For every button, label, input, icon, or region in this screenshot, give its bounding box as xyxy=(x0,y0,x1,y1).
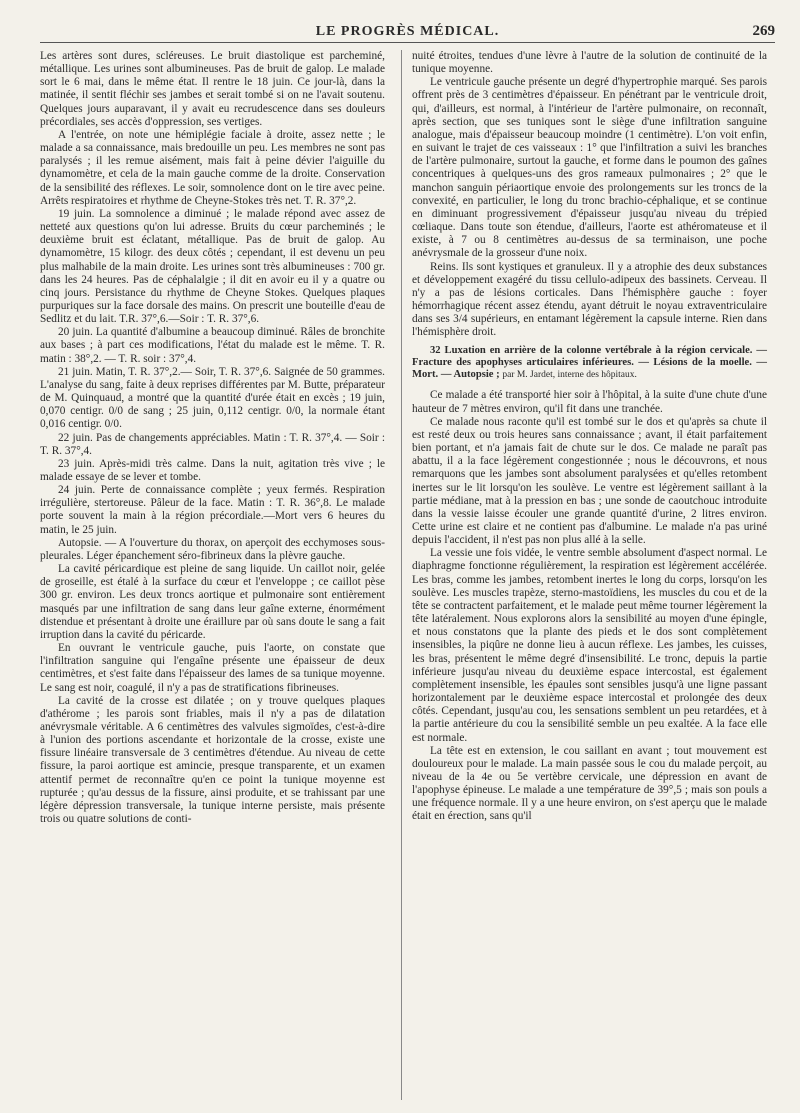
running-header xyxy=(40,18,775,43)
paragraph: 21 juin. Matin, T. R. 37°,2.— Soir, T. R. 37°,6. Saignée de 50 grammes. L'analyse du sang, faite à deux reprises différentes par M. Butte, préparateur de M. Quinquaud, a montré que la quantité d'urée était en excès ; 19 juin, 0,070 centigr. 0/0 de sang ; 25 juin, 0,112 centigr. 0/0, la normale étant 0,016 centigr. 0/0. xyxy=(40,365,385,431)
article-author: par M. Jardet, interne des hôpitaux. xyxy=(502,370,637,381)
article-number: 32 xyxy=(430,345,441,357)
paragraph: La vessie une fois vidée, le ventre semble absolument d'aspect normal. Le diaphragme fonctionne régulièrement, la respiration est légèrement accélérée. Les bras, comme les jambes, retombent inertes le long du corps, lorsqu'on les soulève. Les muscles trapèze, sterno-mastoïdiens, les muscles du cou et de la tête se contractent parfaitement, et le malade peut même tourner légèrement la tête latéralement. Nous explorons alors la sensibilité au moyen d'une épingle, et nous constatons que la plante des pieds et le dos sont complètement insensibles, la piqûre ne donne lieu à aucun réflexe. Les jambes, les cuisses, les bras, présentent le même degré d'insensibilité. Le tronc, depuis la partie inférieure jusqu'au niveau du deuxième espace intercostal, est également complètement insensible, les épaules sont sensibles jusqu'à une ligne passant horizontalement par le deuxième espace intercostal et prolongée des deux côtés. Cependant, jusqu'au cou, les sensations semblent un peu retardées, et à la partie antérieure du cou la sensibilité semble un peu exaltée. A la face elle est normale. xyxy=(412,547,767,744)
journal-title: LE PROGRÈS MÉDICAL. xyxy=(315,24,500,39)
article-heading xyxy=(412,345,767,381)
paragraph: La cavité de la crosse est dilatée ; on y trouve quelques plaques d'athérome ; les parois sont friables, mais il n'y a pas de dilatation anévrysmale véritable. A 6 centimètres des valvules sigmoïdes, c'est-à-dire à l'union des portions ascendante et horizontale de la crosse, existe une fissure linéaire transversale de 3 centimètres d'étendue. Au niveau de cette fissure, la paroi aortique est amincie, presque transparente, et un examen attentif permet de reconnaître qu'en ce point la tunique moyenne est rupturée ; qu'au dessus de la fissure, ainsi produite, et se trahissant par une légère dépression transversale, la tunique interne persiste, mais présente trois ou quatre solutions de conti- xyxy=(40,694,385,826)
paragraph: La cavité péricardique est pleine de sang liquide. Un caillot noir, gelée de groseille, est étalé à la surface du cœur et l'enveloppe ; ce caillot pèse 300 gr. environ. Les deux troncs aortique et pulmonaire sont entièrement masqués par une infiltration de sang dans leur gaîne externe, énormément distendue et présentant à droite une éraillure par où sans doute le sang a fait irruption dans la cavité du péricarde. xyxy=(40,563,385,641)
paragraph: 19 juin. La somnolence a diminué ; le malade répond avec assez de netteté aux questions qu'on lui adresse. Bruits du cœur parcheminés ; le deuxième bruit est éclatant, métallique. Pas de bruit de galop. Au dynamomètre, 15 kilogr. des deux côtés ; cependant, il est devenu un peu plus malhabile de la main droite. Les urines sont très albumineuses : 700 gr. dans les 24 heures. Pas de céphalalgie ; il dit en avoir eu il y a quatre ou cinq jours. Persistance du rhythme de Cheyne Stokes. Quelques plaques purpuriques sur la face dorsale des mains. On prescrit une bouteille d'eau de Sedlitz et du lait. T.R. 37°,6.—Soir : T. R. 37°,6. xyxy=(40,207,385,326)
paragraph: 24 juin. Perte de connaissance complète ; yeux fermés. Respiration irrégulière, stertoreuse. Pâleur de la face. Matin : T. R. 36°,8. Le malade porte souvent la main à la région précordiale.—Mort vers 6 heures du matin, le 25 juin. xyxy=(40,484,385,536)
article-title: Luxation en arrière de la colonne vertébrale à la région cervicale. — Fracture des apophyses articulaires inférieures. — Lésions de la moelle. —Mort. — Autopsie ; xyxy=(412,345,767,381)
paragraph: Les artères sont dures, scléreuses. Le bruit diastolique est parcheminé, métallique. Les urines sont albumineuses. Pas de bruit de galop. Le malade sort le 6 mai, dans le même état. Il rentre le 18 juin. Ce jour-là, dans la matinée, il sentit fléchir ses jambes et serait tombé si on ne l'avait soutenu. Quelques jours auparavant, il y avait eu recrudescence dans ses douleurs précordiales, ses accès d'oppression, ses vertiges. xyxy=(40,50,385,128)
paragraph: La tête est en extension, le cou saillant en avant ; tout mouvement est douloureux pour le malade. La main passée sous le cou du malade perçoit, au niveau de la 4e ou 5e vertèbre cervicale, une dépression en avant de l'apophyse épineuse. Le malade a une température de 39°,5 ; mais son pouls a une fréquence normale. Il y a une heure environ, on s'est aperçu que le malade était en érection, sans qu'il xyxy=(412,744,767,823)
paragraph: 22 juin. Pas de changements appréciables. Matin : T. R. 37°,4. — Soir : T. R. 37°,4. xyxy=(40,431,385,457)
paragraph: Ce malade a été transporté hier soir à l'hôpital, à la suite d'une chute d'une hauteur de 7 mètres environ, qu'il fit dans une tranchée. xyxy=(412,389,767,415)
paragraph: Ce malade nous raconte qu'il est tombé sur le dos et qu'après sa chute il est resté deux ou trois heures sans connaissance ; avant, il était parfaitement bien portant, et n'a jamais fait de chute sur le dos. Ce malade ne paraît pas abattu, il a la face légèrement congestionnée ; nous le découvrons, et nous remarquons que les jambes sont absolument paralysées et qu'elles retombent inertes sur le lit lorsqu'on les soulève. Le ventre est légèrement saillant à la partie médiane, mat à la pression en bas ; une sonde de caoutchouc introduite dans la vessie laisse écouler une grande quantité d'urine, 2 litres environ. Cette urine est claire et ne contient pas d'albumine. Le malade n'a pas uriné depuis l'accident, il n'est pas non plus allé à la selle. xyxy=(412,415,767,547)
paragraph: nuité étroites, tendues d'une lèvre à l'autre de la solution de continuité de la tunique moyenne. xyxy=(412,50,767,76)
right-column xyxy=(412,50,767,824)
paragraph: Le ventricule gauche présente un degré d'hypertrophie marqué. Ses parois offrent près de 3 centimètres d'épaisseur. En pénétrant par le ventricule droit, qui, d'ailleurs, est normal, à l'intérieur de l'artère pulmonaire, on reconnaît, après section, que ses tuniques sont le siège d'une infiltration sanguine analogue, mais d'épaisseur beaucoup moindre (1 centimètre). L'on voit enfin, en suivant le trajet de ces vaisseaux : 1° que l'infiltration a suivi les branches de l'artère pulmonaire, surtout la gauche, et forme dans le poumon des gaînes concentriques à quelques-uns des gros rameaux pulmonaires ; 2° que le manchon sanguin périaortique envoie des prolongements sur les troncs de la convexité, en particulier, le long du tronc brachio-céphalique, et se continue en diminuant progressivement d'épaisseur jusqu'au niveau du trépied cœliaque. Dans toute son étendue, d'ailleurs, l'aorte est athéromateuse et il existe, à 7 ou 8 centimètres au-dessus de sa terminaison, une poche anévrysmale de la grosseur d'une noix. xyxy=(412,76,767,260)
paragraph: Autopsie. — A l'ouverture du thorax, on aperçoit des ecchymoses sous-pleurales. Léger épanchement séro-fibrineux dans la plèvre gauche. xyxy=(40,536,385,562)
page-number: 269 xyxy=(752,23,775,39)
paragraph: 20 juin. La quantité d'albumine a beaucoup diminué. Râles de bronchite aux bases ; à part ces modifications, l'état du malade est le même. T. R. matin : 38°,2. — T. R. soir : 37°,4. xyxy=(40,326,385,365)
paragraph: En ouvrant le ventricule gauche, puis l'aorte, on constate que l'infiltration sanguine qui l'engaîne présente une épaisseur de deux centimètres, et s'est faite dans l'épaisseur des lames de sa tunique moyenne. Le sang est noir, coagulé, il n'y a pas de stratifications fibrineuses. xyxy=(40,642,385,694)
column-divider xyxy=(401,50,402,1100)
paragraph: 23 juin. Après-midi très calme. Dans la nuit, agitation très vive ; le malade essaye de se lever et tombe. xyxy=(40,457,385,483)
paragraph: A l'entrée, on note une hémiplégie faciale à droite, assez nette ; le malade a sa connaissance, mais bredouille un peu. Les membres ne sont pas paralysés ; il les remue aisément, mais fait à peine dévier l'aiguille du dynamomètre, et cela de la main gauche comme de la droite. Conservation de la sensibilité des réflexes. Le soir, somnolence dont on le tire avec peine. Arrêts respiratoires et rhythme de Cheyne-Stokes très net. T. R. 37°,2. xyxy=(40,128,385,207)
paragraph: Reins. Ils sont kystiques et granuleux. Il y a atrophie des deux substances et développement exagéré du tissu cellulo-adipeux des bassinets. Cerveau. Il n'y a pas de lésions corticales. Dans l'hémisphère gauche : foyer hémorrhagique récent assez étendu, ayant détruit le noyau extraventriculaire dans ses 3/4 supérieurs, en entamant légèrement la capsule interne. Rien dans l'hémisphère droit. xyxy=(412,260,767,339)
left-column xyxy=(40,50,385,826)
